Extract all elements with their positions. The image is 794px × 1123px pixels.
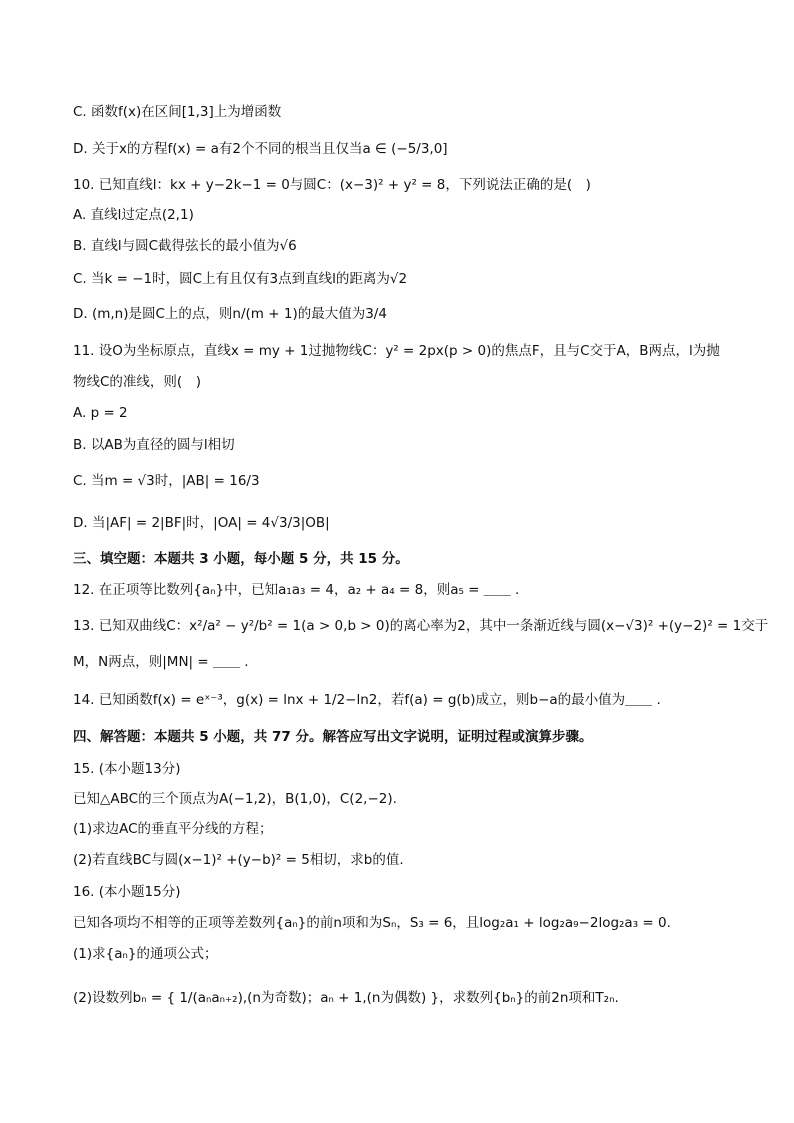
text-line: (1)求{aₙ}的通项公式； [73,946,218,962]
text-line: (2)设数列bₙ = { 1/(aₙaₙ₊₂),(n为奇数)；aₙ + 1,(n为偶数) }，求数列{bₙ}的前2n项和T₂ₙ. [73,990,619,1006]
text-line: (2)若直线BC与圆(x−1)² +(y−b)² = 5相切，求b的值. [73,852,404,868]
text-line: M，N两点，则|MN| = ＿＿ . [73,654,249,670]
text-line: 13. 已知双曲线C：x²/a² − y²/b² = 1(a > 0,b > 0)的离心率为2，其中一条渐近线与圆(x−√3)² +(y−2)² = 1交于 [73,618,769,634]
text-line: D. (m,n)是圆C上的点，则n/(m + 1)的最大值为3/4 [73,306,387,322]
text-line: 15. (本小题13分) [73,761,181,777]
text-line: 三、填空题：本题共 3 小题，每小题 5 分，共 15 分。 [73,551,409,567]
text-line: 11. 设O为坐标原点，直线x = my + 1过抛物线C：y² = 2px(p > 0)的焦点F，且与C交于A，B两点，l为抛 [73,343,720,359]
text-line: 12. 在正项等比数列{aₙ}中，已知a₁a₃ = 4，a₂ + a₄ = 8，则a₅ = ＿＿ . [73,582,520,598]
text-line: C. 函数f(x)在区间[1,3]上为增函数 [73,104,282,120]
text-line: C. 当m = √3时，|AB| = 16/3 [73,473,260,489]
text-line: 物线C的准线，则( ) [73,374,201,390]
text-line: 已知各项均不相等的正项等差数列{aₙ}的前n项和为Sₙ，S₃ = 6，且log₂a₁ + log₂a₉−2log₂a₃ = 0. [73,915,671,931]
text-line: (1)求边AC的垂直平分线的方程； [73,821,273,837]
text-line: 已知△ABC的三个顶点为A(−1,2)，B(1,0)，C(2,−2). [73,791,397,807]
text-line: C. 当k = −1时，圆C上有且仅有3点到直线l的距离为√2 [73,271,408,287]
text-line: A. 直线l过定点(2,1) [73,207,194,223]
text-line: 14. 已知函数f(x) = eˣ⁻³，g(x) = lnx + 1/2−ln2，若f(a) = g(b)成立，则b−a的最小值为＿＿ . [73,692,661,708]
text-line: 16. (本小题15分) [73,884,181,900]
text-line: A. p = 2 [73,405,128,421]
text-line: B. 以AB为直径的圆与l相切 [73,437,235,453]
text-line: B. 直线l与圆C截得弦长的最小值为√6 [73,238,297,254]
text-line: D. 当|AF| = 2|BF|时，|OA| = 4√3/3|OB| [73,515,330,531]
text-line: 10. 已知直线l：kx + y−2k−1 = 0与圆C：(x−3)² + y² = 8，下列说法正确的是( ) [73,177,591,193]
text-line: D. 关于x的方程f(x) = a有2个不同的根当且仅当a ∈ (−5/3,0] [73,141,448,157]
text-line: 四、解答题：本题共 5 小题，共 77 分。解答应写出文字说明，证明过程或演算步骤。 [73,729,593,745]
